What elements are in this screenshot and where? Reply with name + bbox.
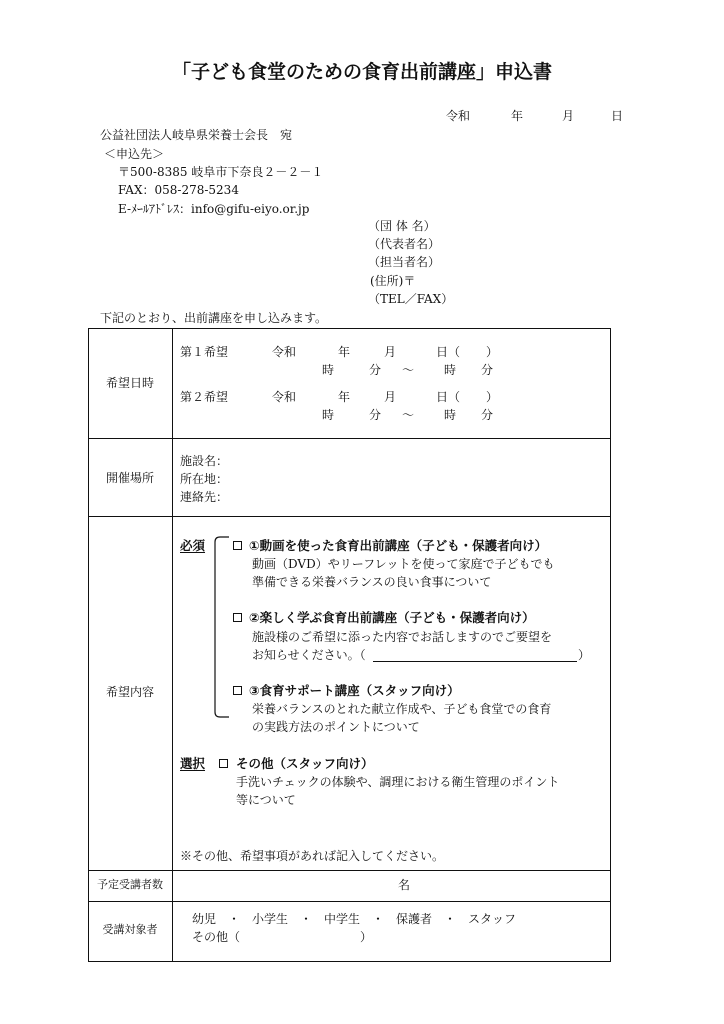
option2-checkbox[interactable] <box>233 613 242 622</box>
year-label: 年 <box>338 390 351 404</box>
target-options[interactable]: 幼児 ・ 小学生 ・ 中学生 ・ 保護者 ・ スタッフ <box>192 912 517 926</box>
option1-title: ①動画を使った食育出前講座（子ども・保護者向け） <box>249 538 548 553</box>
tilde: ～ <box>402 408 415 422</box>
hour-label: 時 <box>444 408 457 422</box>
applicant-representative-field[interactable]: （代表者名） <box>368 237 441 251</box>
date-day-label: 日 <box>611 109 624 123</box>
era-label: 令和 <box>272 390 297 404</box>
weekday-close: ） <box>486 390 499 404</box>
option3-title: ③食育サポート講座（スタッフ向け） <box>249 683 460 698</box>
era-label: 令和 <box>272 345 297 359</box>
hour-label: 時 <box>322 363 335 377</box>
attendees-label: 予定受講者数 <box>97 878 163 891</box>
option4-checkbox[interactable] <box>219 759 228 768</box>
month-label: 月 <box>384 390 397 404</box>
date-year-label: 年 <box>511 109 524 123</box>
attendees-unit[interactable]: 名 <box>398 878 411 892</box>
contact-postal-address: 〒500-8385 岐阜市下奈良２－２－１ <box>118 165 324 179</box>
day-label: 日（ <box>436 345 461 359</box>
dates-label: 希望日時 <box>105 376 154 390</box>
applicant-address-field[interactable]: (住所)〒 <box>370 274 416 288</box>
contact-fax: FAX：058-278-5234 <box>118 183 239 197</box>
applicant-tel-field[interactable]: （TEL／FAX） <box>368 292 454 306</box>
facility-name-field[interactable]: 施設名： <box>180 454 229 468</box>
hour-label: 時 <box>322 408 335 422</box>
option2-desc: お知らせください。（ <box>252 648 366 662</box>
contact-email: E-ﾒｰﾙｱﾄﾞﾚｽ：info@gifu-eiyo.or.jp <box>118 202 310 216</box>
minute-label: 分 <box>369 408 382 422</box>
intro-text: 下記のとおり、出前講座を申し込みます。 <box>100 311 328 325</box>
weekday-close: ） <box>486 345 499 359</box>
applicant-person-field[interactable]: （担当者名） <box>368 255 441 269</box>
venue-label: 開催場所 <box>105 471 154 485</box>
contact-heading: ＜申込先＞ <box>104 147 165 161</box>
option4-title: その他（スタッフ向け） <box>236 756 374 771</box>
facility-address-field[interactable]: 所在地： <box>180 472 229 486</box>
minute-label: 分 <box>481 408 494 422</box>
option2-title: ②楽しく学ぶ食育出前講座（子ども・保護者向け） <box>249 610 535 625</box>
addressee: 公益社団法人岐阜県栄養士会長 宛 <box>100 128 293 142</box>
date-era: 令和 <box>446 109 471 123</box>
second-choice-label: 第２希望 <box>180 390 229 404</box>
target-other-field[interactable]: その他（ ） <box>192 930 373 944</box>
hour-label: 時 <box>444 363 457 377</box>
page-title: 「子ども食堂のための食育出前講座」申込書 <box>171 61 552 83</box>
optional-label: 選択 <box>180 756 206 771</box>
option2-desc: 施設様のご希望に添った内容でお話しますのでご要望を <box>252 630 553 644</box>
first-choice-label: 第１希望 <box>180 345 229 359</box>
option3-desc: の実践方法のポイントについて <box>252 720 420 734</box>
option4-desc: 等について <box>236 793 296 807</box>
date-month-label: 月 <box>562 109 575 123</box>
day-label: 日（ <box>436 390 461 404</box>
tilde: ～ <box>402 363 415 377</box>
other-request-note: ※その他、希望事項があれば記入してください。 <box>180 849 445 863</box>
option4-desc: 手洗いチェックの体験や、調理における衛生管理のポイント <box>236 775 560 789</box>
option2-request-input[interactable] <box>373 661 577 662</box>
year-label: 年 <box>338 345 351 359</box>
required-label: 必須 <box>180 538 206 553</box>
target-label: 受講対象者 <box>102 923 158 936</box>
option2-close: ） <box>578 648 591 662</box>
content-label: 希望内容 <box>105 685 154 699</box>
option1-desc: 動画（DVD）やリーフレットを使って家庭で子どもでも <box>252 557 555 571</box>
option1-desc: 準備できる栄養バランスの良い食事について <box>252 575 492 589</box>
option3-checkbox[interactable] <box>233 686 242 695</box>
month-label: 月 <box>384 345 397 359</box>
minute-label: 分 <box>369 363 382 377</box>
applicant-group-field[interactable]: （団 体 名） <box>368 219 436 233</box>
option3-desc: 栄養バランスのとれた献立作成や、子ども食堂での食育 <box>252 702 552 716</box>
facility-contact-field[interactable]: 連絡先： <box>180 490 229 504</box>
option1-checkbox[interactable] <box>233 541 242 550</box>
minute-label: 分 <box>481 363 494 377</box>
